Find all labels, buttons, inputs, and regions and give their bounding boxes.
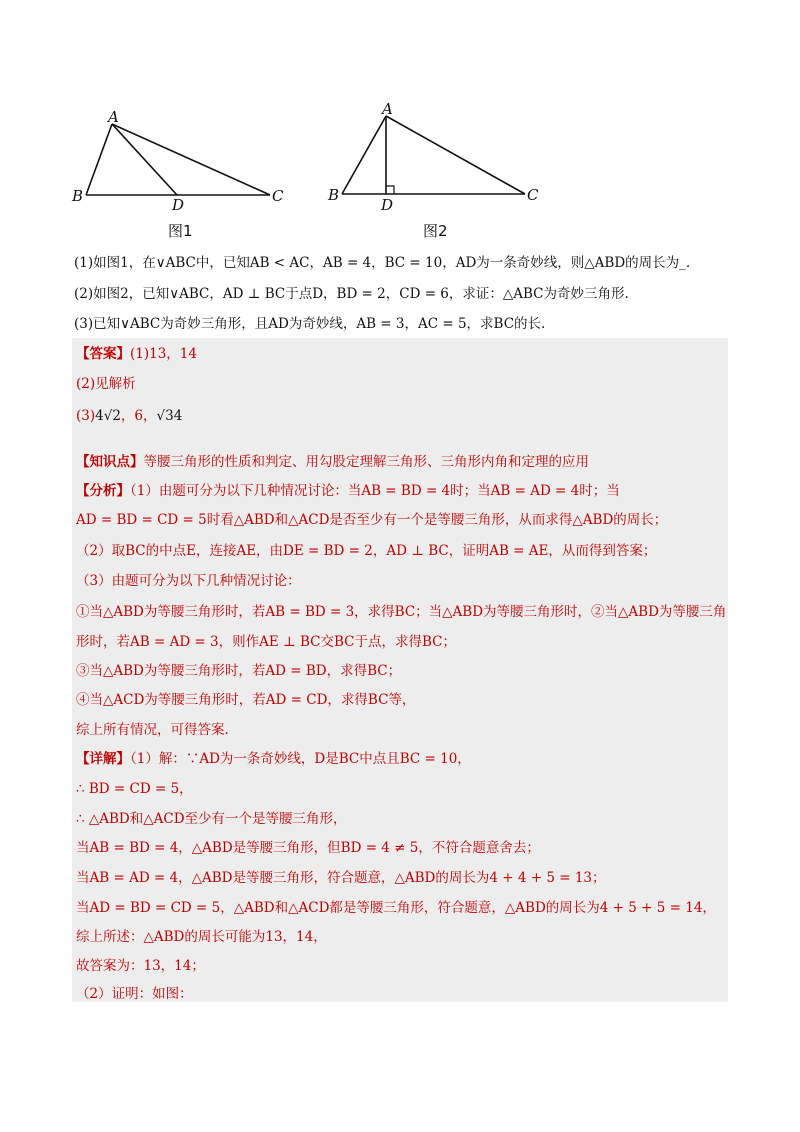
detail-line-8: 故答案为：13，14； bbox=[76, 958, 205, 974]
fig1-label-b: B bbox=[72, 187, 84, 205]
analysis-line-9: 综上所有情况，可得答案. bbox=[76, 722, 229, 738]
fig2-label-a: A bbox=[382, 100, 393, 118]
fig1-label-a: A bbox=[108, 108, 119, 126]
analysis-line-8: ④当△ACD为等腰三角形时，若AD = CD，求得BC等， bbox=[76, 692, 416, 708]
detail-tag: 【详解】 bbox=[76, 751, 130, 767]
answer-value-a: 4√2 bbox=[95, 408, 121, 424]
detail-line-3: ∴ △ABD和△ACD至少有一个是等腰三角形， bbox=[76, 811, 347, 827]
fig1-label-d: D bbox=[172, 196, 185, 214]
answer-part-2: (2)见解析 bbox=[76, 376, 136, 392]
fig1-label-c: C bbox=[272, 187, 284, 205]
fig2-label-b: B bbox=[328, 186, 340, 204]
answer-sep: ，6， bbox=[120, 408, 157, 424]
analysis-line-3: （2）取BC的中点E，连接AE，由DE = BD = 2，AD ⊥ BC，证明AB = AE，从而得到答案； bbox=[76, 543, 657, 559]
detail-line-9: （2）证明：如图： bbox=[76, 986, 193, 1002]
question-1: (1)如图1，在∨ABC中，已知AB < AC，AB = 4，BC = 10，AD为一条奇妙线，则△ABD的周长为_. bbox=[74, 255, 691, 271]
analysis-line-6: 形时，若AB = AD = 3，则作AE ⊥ BC交BC于点，求得BC； bbox=[76, 634, 457, 650]
detail-line-5: 当AB = AD = 4，△ABD是等腰三角形，符合题意，△ABD的周长为4 + 4 + 5 = 13； bbox=[76, 870, 606, 886]
knowledge-line bbox=[76, 452, 589, 472]
analysis-line-5: ①当△ABD为等腰三角形时，若AB = BD = 3，求得BC；当△ABD为等腰三角形时，②当△ABD为等腰三角 bbox=[76, 604, 727, 620]
answer-line bbox=[76, 344, 197, 364]
analysis-line-4: （3）由题可分为以下几种情况讨论： bbox=[76, 573, 301, 589]
analysis-tag: 【分析】 bbox=[76, 483, 130, 499]
knowledge-text: 等腰三角形的性质和判定、用勾股定理解三角形、三角形内角和定理的应用 bbox=[143, 454, 589, 470]
solution-block bbox=[72, 338, 728, 1002]
analysis-line-2: AD = BD = CD = 5时看△ABD和△ACD是否至少有一个是等腰三角形，从而求得△ABD的周长； bbox=[76, 512, 668, 528]
detail-text-1: （1）解：∵AD为一条奇妙线，D是BC中点且BC = 10， bbox=[130, 751, 471, 767]
figure-2-caption: 图2 bbox=[423, 222, 448, 240]
knowledge-tag: 【知识点】 bbox=[76, 454, 144, 470]
analysis-line-1 bbox=[76, 481, 620, 501]
detail-line-1 bbox=[76, 749, 471, 769]
figure-2 bbox=[326, 100, 556, 245]
fig2-label-d: D bbox=[381, 196, 394, 214]
question-2: (2)如图2，已知∨ABC，AD ⊥ BC于点D，BD = 2，CD = 6，求证：△ABC为奇妙三角形. bbox=[74, 286, 629, 302]
answer-tag: 【答案】 bbox=[76, 346, 130, 362]
answer-value-c: √34 bbox=[156, 408, 183, 424]
detail-line-4: 当AB = BD = 4，△ABD是等腰三角形，但BD = 4 ≠ 5，不符合题意舍去； bbox=[76, 840, 540, 856]
analysis-line-7: ③当△ABD为等腰三角形时，若AD = BD，求得BC； bbox=[76, 663, 402, 679]
figure-1-caption: 图1 bbox=[168, 222, 193, 240]
answer-part-3-prefix: (3) bbox=[76, 408, 96, 424]
question-3: (3)已知∨ABC为奇妙三角形，且AD为奇妙线，AB = 3，AC = 5，求BC的长. bbox=[74, 316, 546, 332]
analysis-text-1: （1）由题可分为以下几种情况讨论：当AB = BD = 4时；当AB = AD = 4时；当 bbox=[130, 483, 620, 499]
detail-line-6: 当AD = BD = CD = 5，△ABD和△ACD都是等腰三角形，符合题意，△ABD的周长为4 + 5 + 5 = 14， bbox=[76, 900, 716, 916]
answer-part-1: (1)13，14 bbox=[130, 346, 197, 362]
detail-line-7: 综上所述：△ABD的周长可能为13，14， bbox=[76, 929, 327, 945]
figure-1 bbox=[68, 100, 288, 245]
fig2-label-c: C bbox=[527, 186, 539, 204]
detail-line-2: ∴ BD = CD = 5， bbox=[76, 781, 193, 797]
answer-part-3 bbox=[76, 406, 182, 426]
